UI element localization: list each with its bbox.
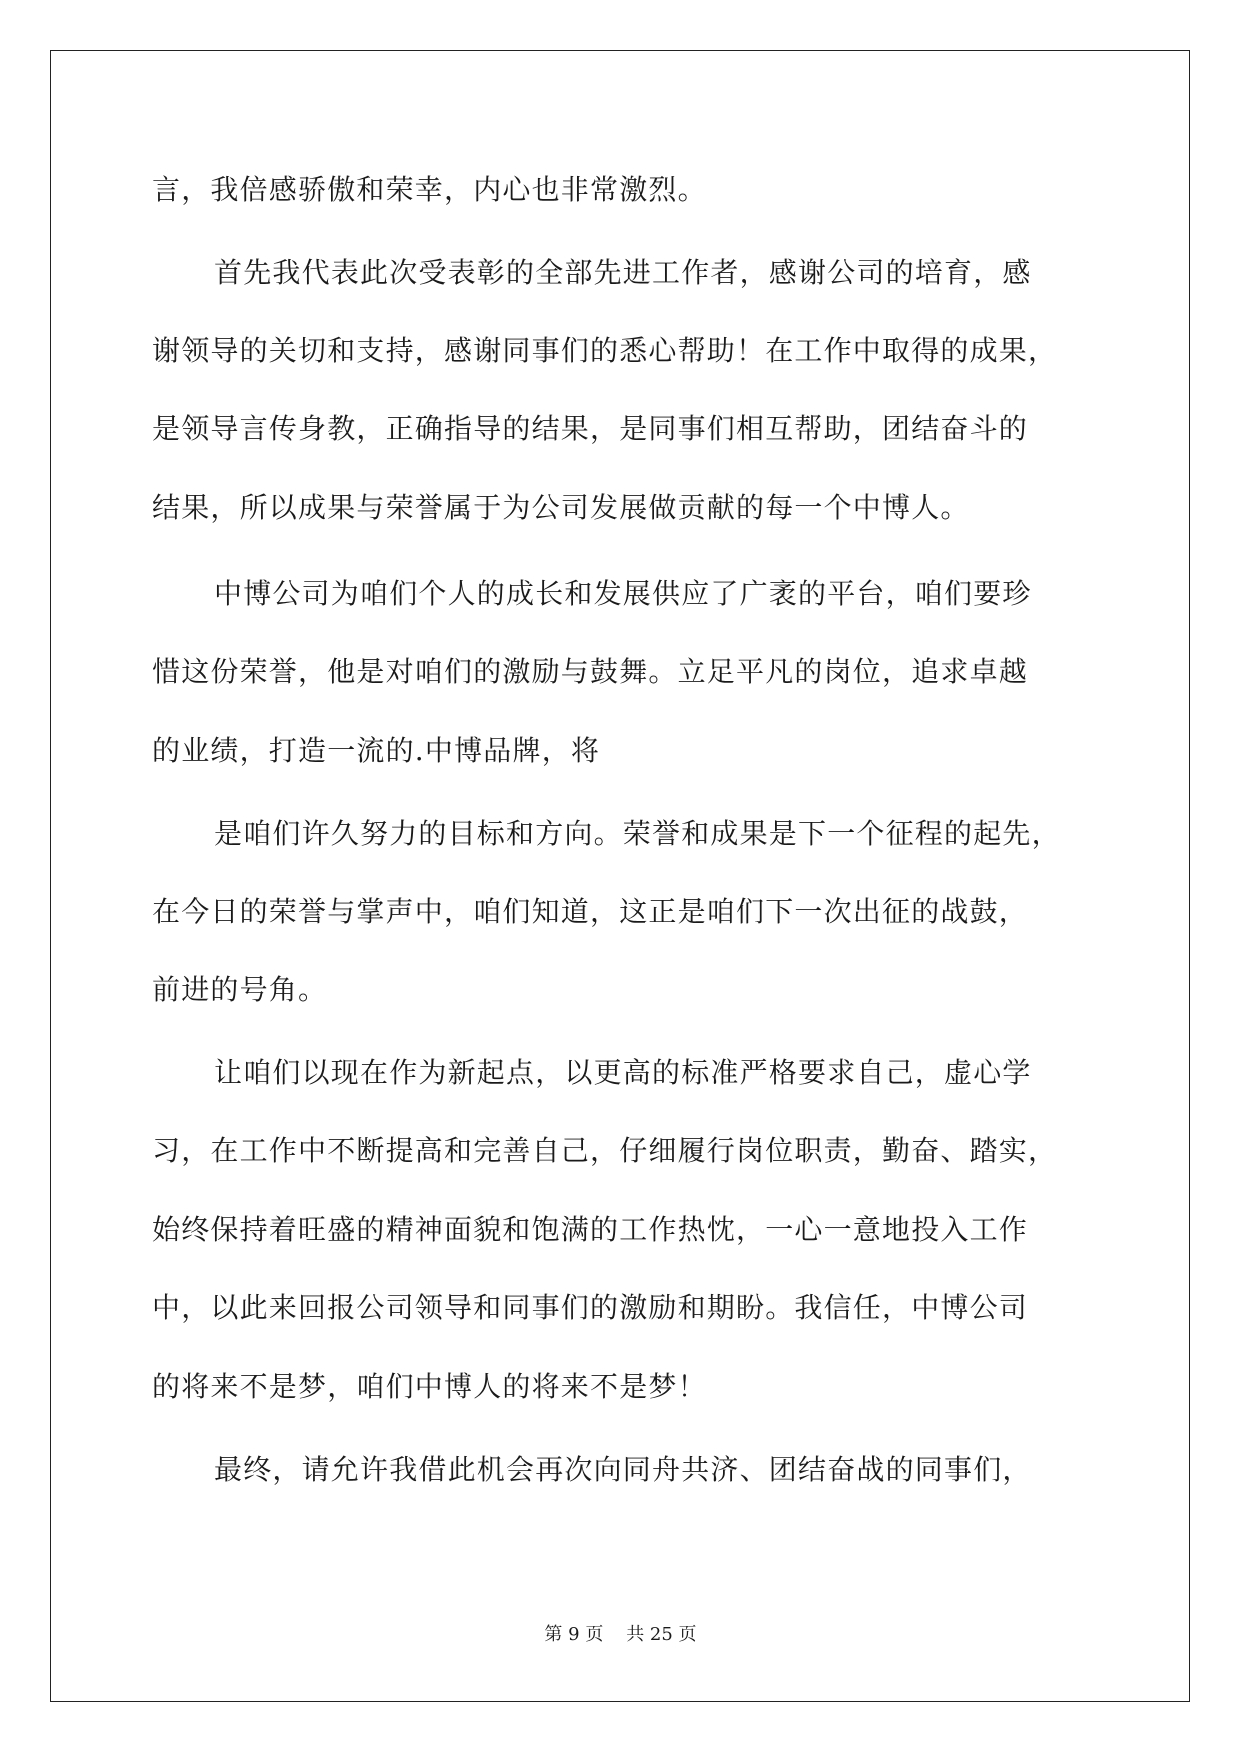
paragraph-line: 的业绩，打造一流的.中博品牌，将 <box>152 734 601 767</box>
paragraph-line: 习，在工作中不断提高和完善自己，仔细履行岗位职责，勤奋、踏实， <box>152 1134 1058 1167</box>
paragraph-line: 是咱们许久努力的目标和方向。荣誉和成果是下一个征程的起先， <box>214 817 1061 850</box>
paragraph-line: 最终，请允许我借此机会再次向同舟共济、团结奋战的同事们， <box>214 1453 1032 1486</box>
paragraph-line: 的将来不是梦，咱们中博人的将来不是梦！ <box>152 1370 707 1403</box>
paragraph-line: 言，我倍感骄傲和荣幸，内心也非常激烈。 <box>152 173 707 206</box>
paragraph-line: 让咱们以现在作为新起点，以更高的标准严格要求自己，虚心学 <box>214 1056 1032 1089</box>
paragraph-line: 是领导言传身教，正确指导的结果，是同事们相互帮助，团结奋斗的 <box>152 412 1029 445</box>
paragraph-line: 惜这份荣誉，他是对咱们的激励与鼓舞。立足平凡的岗位，追求卓越 <box>152 655 1029 688</box>
paragraph-line: 首先我代表此次受表彰的全部先进工作者，感谢公司的培育，感 <box>214 256 1032 289</box>
paragraph-line: 前进的号角。 <box>152 973 328 1006</box>
paragraph-line: 谢领导的关切和支持，感谢同事们的悉心帮助！在工作中取得的成果， <box>152 334 1058 367</box>
paragraph-line: 始终保持着旺盛的精神面貌和饱满的工作热忱，一心一意地投入工作 <box>152 1213 1029 1246</box>
paragraph-line: 结果，所以成果与荣誉属于为公司发展做贡献的每一个中博人。 <box>152 491 970 524</box>
paragraph-line: 在今日的荣誉与掌声中，咱们知道，这正是咱们下一次出征的战鼓， <box>152 895 1029 928</box>
paragraph-line: 中博公司为咱们个人的成长和发展供应了广袤的平台，咱们要珍 <box>214 577 1032 610</box>
page-number-footer: 第 9 页 共 25 页 <box>544 1624 697 1645</box>
paragraph-line: 中，以此来回报公司领导和同事们的激励和期盼。我信任，中博公司 <box>152 1291 1029 1324</box>
